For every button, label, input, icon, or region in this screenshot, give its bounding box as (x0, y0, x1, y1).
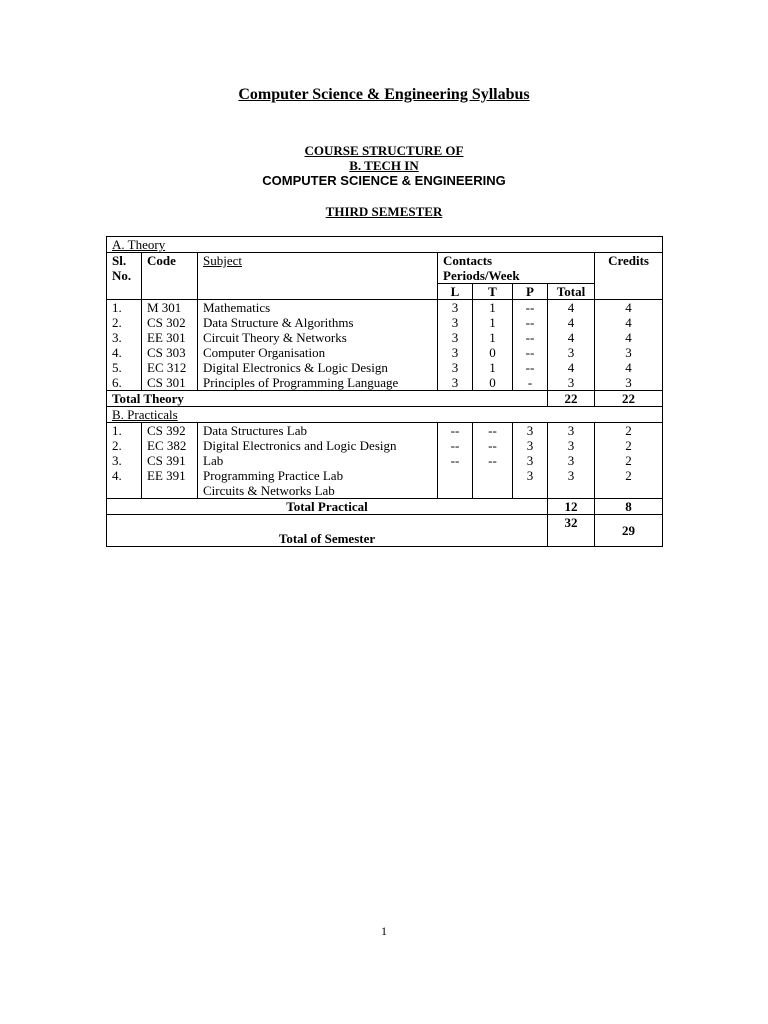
header-l: L (438, 284, 473, 300)
table-row (107, 438, 663, 453)
theory-cell-t: 1 (473, 330, 513, 345)
practical-cell-subject: Digital Electronics and Logic Design (198, 438, 438, 453)
practical-cell-credits: 2 (595, 438, 663, 453)
practical-extra-row (107, 483, 663, 499)
theory-cell-t: 1 (473, 300, 513, 316)
theory-cell-total: 4 (548, 315, 595, 330)
theory-cell-l: 3 (438, 315, 473, 330)
header-credits: Credits (595, 253, 663, 284)
theory-cell-l: 3 (438, 300, 473, 316)
practical-cell-code: EC 382 (142, 438, 198, 453)
theory-cell-code: EE 301 (142, 330, 198, 345)
practical-cell-total: 3 (548, 438, 595, 453)
theory-cell-sl-no: 3. (107, 330, 142, 345)
theory-cell-subject: Mathematics (198, 300, 438, 316)
practical-cell-p: 3 (513, 423, 548, 439)
total-theory-credits: 22 (595, 391, 663, 407)
practical-cell-credits: 2 (595, 423, 663, 439)
practical-section-label: B. Practicals (107, 407, 663, 423)
heading-line-1: COURSE STRUCTURE OF (304, 143, 464, 158)
practical-cell-t (473, 468, 513, 483)
total-theory-row (107, 391, 663, 407)
header-subject: Subject (198, 253, 438, 284)
theory-cell-p: -- (513, 360, 548, 375)
theory-cell-total: 4 (548, 330, 595, 345)
header-sl-no: Sl. No. (107, 253, 142, 284)
table-row (107, 423, 663, 439)
practical-cell-sl-no: 2. (107, 438, 142, 453)
total-semester-credits: 29 (595, 515, 663, 547)
theory-cell-total: 4 (548, 360, 595, 375)
total-semester-contacts: 32 (548, 515, 595, 547)
theory-cell-code: EC 312 (142, 360, 198, 375)
practical-cell-subject: Programming Practice Lab (198, 468, 438, 483)
practical-cell-l: -- (438, 438, 473, 453)
table-row (107, 360, 663, 375)
practical-cell-l: -- (438, 453, 473, 468)
theory-cell-subject: Computer Organisation (198, 345, 438, 360)
practical-cell-credits: 2 (595, 468, 663, 483)
theory-cell-subject: Principles of Programming Language (198, 375, 438, 391)
practical-cell-p: 3 (513, 453, 548, 468)
theory-cell-credits: 4 (595, 360, 663, 375)
practical-cell-sl-no: 1. (107, 423, 142, 439)
header-row (107, 253, 663, 284)
table-row (107, 315, 663, 330)
practical-cell-code: CS 391 (142, 453, 198, 468)
header-t: T (473, 284, 513, 300)
practical-cell-t: -- (473, 453, 513, 468)
theory-cell-credits: 3 (595, 345, 663, 360)
practical-cell-sl-no: 3. (107, 453, 142, 468)
page-number: 1 (381, 924, 387, 938)
heading-line-2: B. TECH IN (349, 158, 419, 173)
theory-section-label: A. Theory (107, 237, 663, 253)
table-row (107, 300, 663, 316)
practical-cell-total: 3 (548, 468, 595, 483)
practical-cell-total: 3 (548, 453, 595, 468)
practical-cell-code: EE 391 (142, 468, 198, 483)
semester-heading: THIRD SEMESTER (325, 204, 443, 219)
theory-cell-sl-no: 6. (107, 375, 142, 391)
practical-cell-subject: Data Structures Lab (198, 423, 438, 439)
header-code: Code (142, 253, 198, 284)
theory-cell-p: -- (513, 345, 548, 360)
theory-cell-total: 3 (548, 375, 595, 391)
total-theory-contacts: 22 (548, 391, 595, 407)
subheader-row (107, 284, 663, 300)
theory-cell-sl-no: 5. (107, 360, 142, 375)
theory-cell-code: CS 301 (142, 375, 198, 391)
practical-cell-code: CS 392 (142, 423, 198, 439)
theory-cell-credits: 4 (595, 300, 663, 316)
practical-cell-l: -- (438, 423, 473, 439)
practical-cell-sl-no: 4. (107, 468, 142, 483)
practical-section-row (107, 407, 663, 423)
practical-cell-t: -- (473, 423, 513, 439)
theory-cell-t: 1 (473, 315, 513, 330)
table-row (107, 375, 663, 391)
practical-extra-subject: Circuits & Networks Lab (198, 483, 438, 499)
theory-cell-subject: Circuit Theory & Networks (198, 330, 438, 345)
theory-cell-total: 3 (548, 345, 595, 360)
theory-cell-t: 1 (473, 360, 513, 375)
theory-section-row (107, 237, 663, 253)
practical-cell-p: 3 (513, 468, 548, 483)
practical-cell-credits: 2 (595, 453, 663, 468)
total-practical-label: Total Practical (107, 499, 548, 515)
theory-cell-l: 3 (438, 330, 473, 345)
practical-cell-total: 3 (548, 423, 595, 439)
table-row (107, 330, 663, 345)
theory-cell-t: 0 (473, 375, 513, 391)
theory-cell-sl-no: 2. (107, 315, 142, 330)
theory-cell-p: -- (513, 300, 548, 316)
theory-cell-code: M 301 (142, 300, 198, 316)
heading-line-3: COMPUTER SCIENCE & ENGINEERING (262, 173, 506, 188)
theory-cell-t: 0 (473, 345, 513, 360)
theory-cell-p: - (513, 375, 548, 391)
table-row (107, 345, 663, 360)
theory-cell-code: CS 303 (142, 345, 198, 360)
practical-cell-t: -- (473, 438, 513, 453)
course-structure-table (106, 236, 663, 547)
practical-cell-l (438, 468, 473, 483)
theory-cell-subject: Digital Electronics & Logic Design (198, 360, 438, 375)
theory-cell-code: CS 302 (142, 315, 198, 330)
table-row (107, 453, 663, 468)
total-semester-row (107, 515, 663, 547)
table-row (107, 468, 663, 483)
theory-cell-l: 3 (438, 345, 473, 360)
theory-cell-total: 4 (548, 300, 595, 316)
theory-cell-sl-no: 1. (107, 300, 142, 316)
page-title: Computer Science & Engineering Syllabus (238, 86, 530, 103)
practical-cell-subject: Lab (198, 453, 438, 468)
total-practical-row (107, 499, 663, 515)
header-contacts: Contacts Periods/Week (438, 253, 595, 284)
theory-cell-p: -- (513, 330, 548, 345)
theory-cell-credits: 4 (595, 330, 663, 345)
total-semester-label: Total of Semester (107, 515, 548, 547)
theory-cell-sl-no: 4. (107, 345, 142, 360)
theory-cell-credits: 4 (595, 315, 663, 330)
theory-cell-l: 3 (438, 375, 473, 391)
theory-cell-p: -- (513, 315, 548, 330)
total-theory-label: Total Theory (107, 391, 548, 407)
theory-cell-subject: Data Structure & Algorithms (198, 315, 438, 330)
total-practical-contacts: 12 (548, 499, 595, 515)
header-p: P (513, 284, 548, 300)
theory-cell-l: 3 (438, 360, 473, 375)
practical-cell-p: 3 (513, 438, 548, 453)
header-total: Total (548, 284, 595, 300)
total-practical-credits: 8 (595, 499, 663, 515)
theory-cell-credits: 3 (595, 375, 663, 391)
